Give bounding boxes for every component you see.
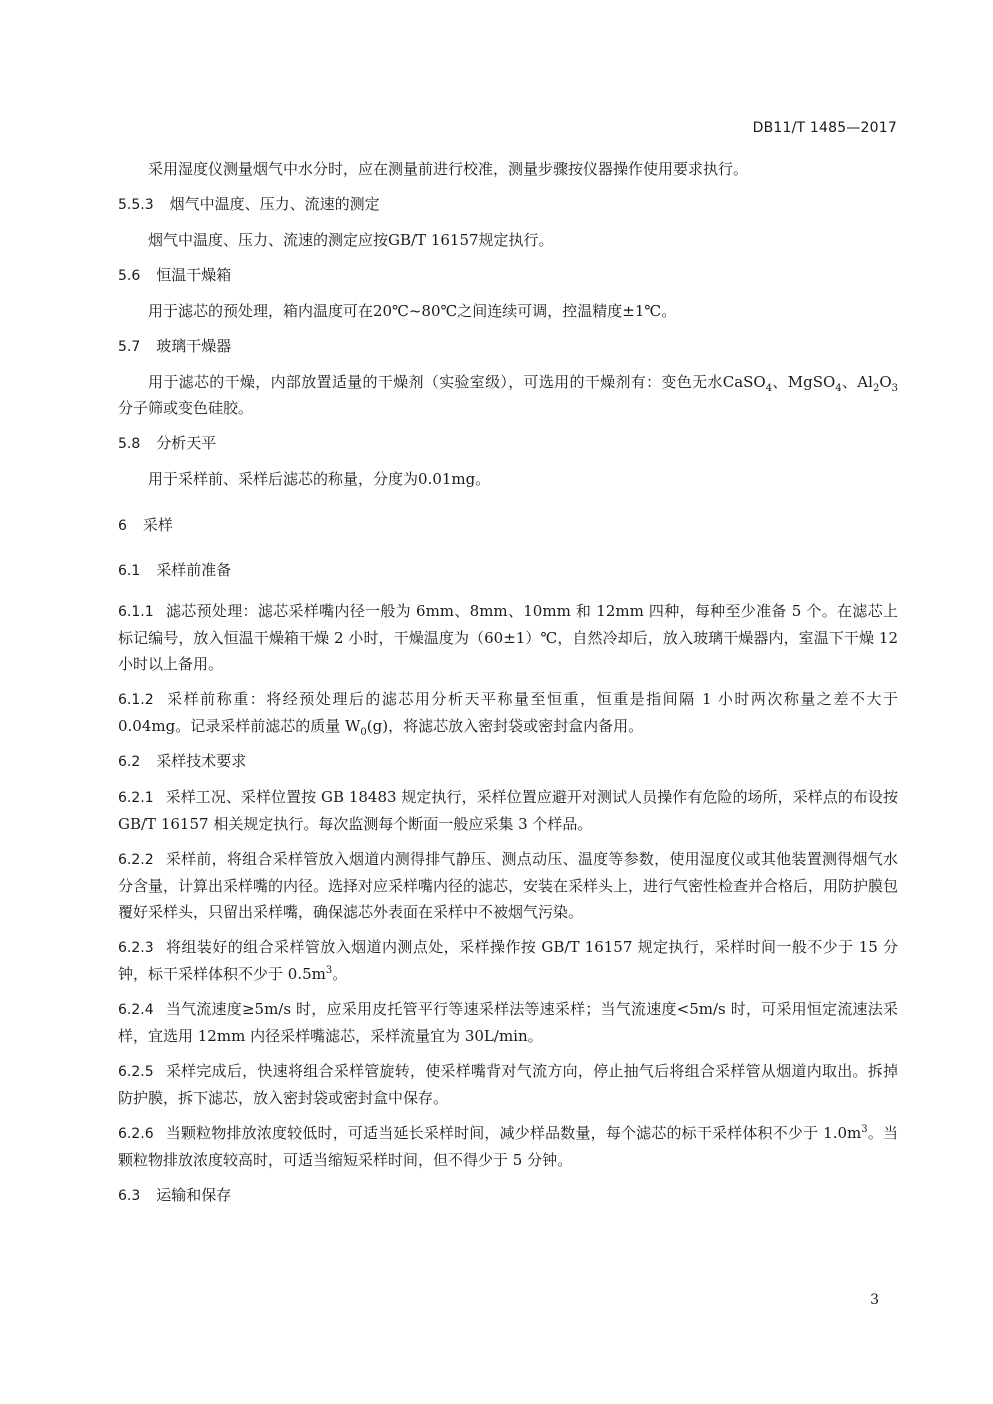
section-number: 5.5.3 [118, 197, 154, 213]
text-run: O [879, 373, 892, 391]
subscript: 2 [872, 383, 880, 394]
item-text: 采样前称重：将经预处理后的滤芯用分析天平称量至恒重，恒重是指间隔 1 小时两次称量之差不大于 0.04mg。记录采样前滤芯的质量 W [118, 690, 898, 735]
paragraph-5-7 [118, 369, 898, 421]
section-number: 6 [118, 518, 127, 534]
item-text: (g)，将滤芯放入密封袋或密封盒内备用。 [366, 717, 644, 735]
item-6-1-2 [118, 686, 898, 739]
heading-6-3 [118, 1182, 898, 1209]
item-text: 滤芯预处理：滤芯采样嘴内径一般为 6mm、8mm、10mm 和 12mm 四种，每种至少准备 5 个。在滤芯上标记编号，放入恒温干燥箱干燥 2 小时，干燥温度为（60±1）℃，自然冷却后，放入玻璃干燥器内，室温下干燥 12 小时以上备用。 [118, 602, 898, 673]
document-code: DB11/T 1485—2017 [752, 120, 897, 136]
item-number: 6.2.1 [118, 790, 154, 806]
section-title: 采样 [142, 516, 173, 534]
text-run: 用于滤芯的干燥，内部放置适量的干燥剂（实验室级），可选用的干燥剂有：变色无水CaSO [148, 373, 766, 391]
item-6-2-1 [118, 784, 898, 837]
subscript: 0 [360, 727, 367, 738]
heading-5-7 [118, 333, 898, 360]
item-text: 采样完成后，快速将组合采样管旋转，使采样嘴背对气流方向，停止抽气后将组合采样管从烟道内取出。拆掉防护膜，拆下滤芯，放入密封袋或密封盒中保存。 [118, 1062, 898, 1107]
heading-6-2 [118, 748, 898, 775]
text-run: 分子筛或变色硅胶。 [118, 399, 254, 417]
section-title: 玻璃干燥器 [156, 337, 232, 355]
item-6-2-4 [118, 996, 898, 1049]
subscript: 3 [891, 383, 898, 394]
item-text: 将组装好的组合采样管放入烟道内测点处，采样操作按 GB/T 16157 规定执行，采样时间一般不少于 15 分钟，标干采样体积不少于 0.5m [118, 938, 898, 983]
section-title: 分析天平 [156, 434, 217, 452]
heading-5-8 [118, 430, 898, 457]
section-title: 恒温干燥箱 [156, 266, 232, 284]
section-number: 6.1 [118, 563, 141, 579]
item-text: 。 [332, 965, 348, 983]
item-number: 6.2.2 [118, 852, 154, 868]
item-number: 6.1.1 [118, 604, 154, 620]
page-number: 3 [870, 1292, 879, 1308]
item-6-1-1 [118, 598, 898, 677]
item-number: 6.2.4 [118, 1002, 154, 1018]
subscript: 4 [835, 383, 842, 394]
section-title: 采样前准备 [156, 561, 232, 579]
text-run: 、MgSO [772, 373, 836, 391]
item-text: 当气流速度≥5m/s 时，应采用皮托管平行等速采样法等速采样；当气流速度<5m/s 时，可采用恒定流速法采样，宜选用 12mm 内径采样嘴滤芯，采样流量宜为 30L/min。 [118, 1000, 898, 1045]
subscript: 4 [765, 383, 773, 394]
item-text: 当颗粒物排放浓度较低时，可适当延长采样时间，减少样品数量，每个滤芯的标干采样体积不少于 1.0m [165, 1124, 862, 1142]
item-number: 6.2.5 [118, 1064, 154, 1080]
document-body [118, 156, 898, 1218]
item-6-2-5 [118, 1058, 898, 1111]
item-6-2-6 [118, 1120, 898, 1173]
paragraph-5-5-3: 烟气中温度、压力、流速的测定应按GB/T 16157规定执行。 [148, 231, 554, 249]
section-number: 5.8 [118, 436, 141, 452]
section-number: 5.7 [118, 339, 141, 355]
section-number: 5.6 [118, 268, 141, 284]
heading-5-5-3 [118, 191, 898, 218]
paragraph-humidity-meter: 采用湿度仪测量烟气中水分时，应在测量前进行校准，测量步骤按仪器操作使用要求执行。 [148, 160, 749, 178]
superscript: 3 [861, 1124, 868, 1135]
item-number: 6.2.6 [118, 1126, 154, 1142]
item-text: 。当颗粒物排放浓度较高时，可适当缩短采样时间，但不得少于 5 分钟。 [118, 1124, 898, 1169]
section-number: 6.2 [118, 754, 141, 770]
superscript: 3 [325, 965, 333, 976]
heading-6 [118, 512, 898, 539]
paragraph-5-8: 用于采样前、采样后滤芯的称量，分度为0.01mg。 [148, 470, 491, 488]
section-title: 采样技术要求 [156, 752, 247, 770]
item-6-2-3 [118, 934, 898, 987]
section-number: 6.3 [118, 1188, 141, 1204]
item-text: 采样前，将组合采样管放入烟道内测得排气静压、测点动压、温度等参数，使用湿度仪或其他装置测得烟气水分含量，计算出采样嘴的内径。选择对应采样嘴内径的滤芯，安装在采样头上，进行气密性检查并合格后，用防护膜包覆好采样头，只留出采样嘴，确保滤芯外表面在采样中不被烟气污染。 [118, 850, 899, 921]
heading-6-1 [118, 557, 898, 584]
text-run: 、Al [841, 373, 873, 391]
heading-5-6 [118, 262, 898, 289]
item-text: 采样工况、采样位置按 GB 18483 规定执行，采样位置应避开对测试人员操作有危险的场所，采样点的布设按 GB/T 16157 相关规定执行。每次监测每个断面一般应采集 3 个样品。 [118, 788, 898, 833]
section-title: 运输和保存 [156, 1186, 232, 1204]
section-title: 烟气中温度、压力、流速的测定 [169, 195, 380, 213]
item-number: 6.2.3 [118, 940, 154, 956]
item-number: 6.1.2 [118, 692, 154, 708]
item-6-2-2 [118, 846, 898, 925]
paragraph-5-6: 用于滤芯的预处理，箱内温度可在20℃~80℃之间连续可调，控温精度±1℃。 [148, 302, 677, 320]
